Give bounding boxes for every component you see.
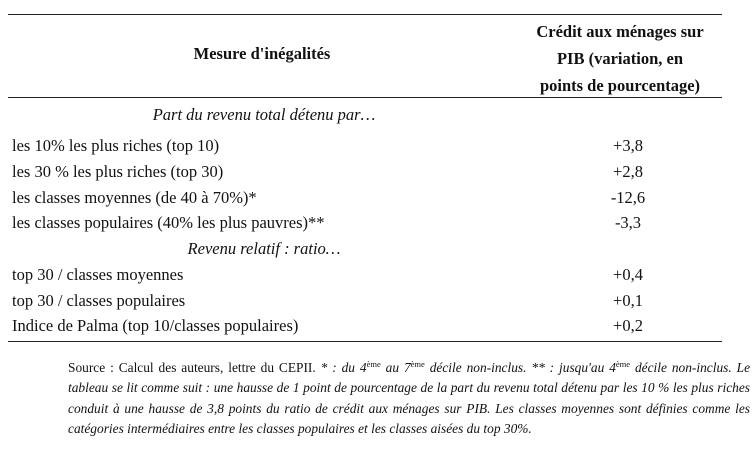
bottom-rule [8, 341, 722, 342]
row-value: +0,2 [613, 316, 643, 335]
header-credit-line-2: PIB (variation, en [556, 49, 684, 68]
row-label: les classes populaires (40% les plus pauvres)** [12, 213, 325, 232]
table-row [8, 162, 722, 186]
table-row [8, 316, 722, 340]
row-value: +2,8 [613, 162, 643, 181]
table-row [8, 136, 722, 160]
note-star1-c: décile non-inclus. [424, 360, 527, 375]
row-value: +0,1 [613, 291, 643, 310]
row-value: +3,8 [613, 136, 643, 155]
section-title: Part du revenu total détenu par… [152, 105, 376, 124]
note-star1-b: au 7 [380, 360, 411, 375]
note-sup-2: ème [410, 359, 425, 369]
row-value: +0,4 [613, 265, 643, 284]
header-rule [8, 97, 722, 98]
header-credit-line-3: points de pourcentage) [539, 76, 701, 95]
note-star1-a: * : du 4 [315, 360, 367, 375]
row-value: -12,6 [610, 188, 646, 207]
section-title: Revenu relatif : ratio… [187, 239, 341, 258]
row-value: -3,3 [614, 213, 642, 232]
note-star2-b: décile non-inclus. Le tableau se lit comme suit : une hausse de 1 point de pourcentage de la part du revenu total détenu par les 10 % les plus riches conduit à une hausse de 3,8 points du ratio de crédit aux ménages sur PIB. Les classes moyennes sont définies comme les catégories intermédiaires entre les classes populaires et les classes aisées du top 30%. [68, 360, 751, 437]
row-label: top 30 / classes populaires [12, 291, 186, 310]
note-star2-a: ** : jusqu'au 4 [526, 360, 616, 375]
row-label: les 30 % les plus riches (top 30) [12, 162, 224, 181]
header-credit [500, 18, 740, 99]
source-note [68, 358, 750, 440]
row-label: top 30 / classes moyennes [12, 265, 184, 284]
top-rule [8, 14, 722, 15]
header-measure: Mesure d'inégalités [193, 44, 331, 63]
table-row [8, 188, 722, 212]
row-label: les classes moyennes (de 40 à 70%)* [12, 188, 257, 207]
note-sup-3: ème [615, 359, 631, 369]
row-label: les 10% les plus riches (top 10) [12, 136, 220, 155]
note-sup-1: ème [366, 359, 381, 369]
row-label: Indice de Palma (top 10/classes populaires) [12, 316, 299, 335]
header-credit-line-1: Crédit aux ménages sur [536, 22, 704, 41]
note-source: Source : Calcul des auteurs, lettre du CEPII. [68, 360, 316, 375]
table-row [8, 265, 722, 289]
table-row [8, 291, 722, 315]
table-row [8, 213, 722, 237]
